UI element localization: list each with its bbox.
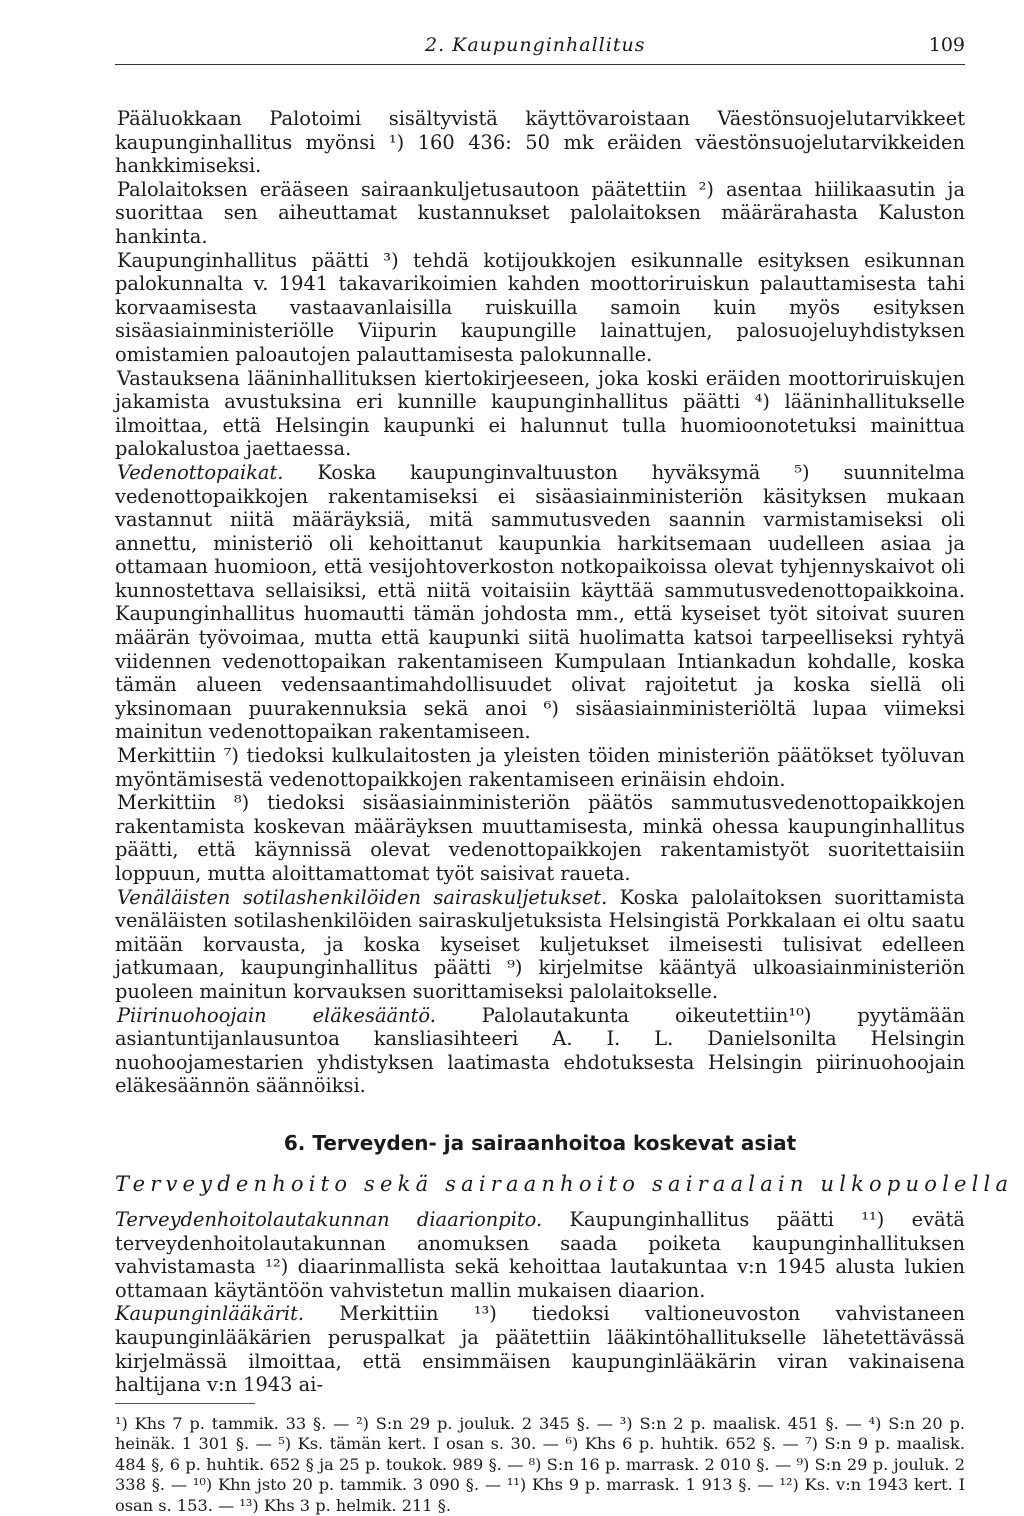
paragraph-laaninhallitus: Vastauksena lääninhallituksen kiertokirjeeseen, joka koski eräiden moottoriruiskujen jakamista avustuksina eri kunnille kaupunginhallitus päätti ⁴) lääninhallitukselle ilmoittaa, että Helsingin kaupunki ei halunnut tulla huomioonotetuksi mainittua palokalustoa jaettaessa. [115,366,965,461]
text-kaupunginlaakarit: Merkittiin ¹³) tiedoksi valtioneuvoston vahvistaneen kaupunginlääkärien peruspalkat ja päätettiin lääkintöhallitukselle lähetettävässä kirjelmässä ilmoittaa, että ensimmäisen kaupunginlääkärin viran vakinaisena haltijana v:n 1943 ai- [115,1302,965,1397]
text-piirinuohoojain: Palolautakunta oikeutettiin¹⁰) pyytämään asiantuntijanlausuntoa kansliasihteeri A. I. L. Danielsonilta Helsingin nuohoojamestarien yhdistyksen laatimasta ehdotuksesta Helsingin piirinuohoojain eläkesäännön säännöiksi. [115,1003,965,1098]
paragraph-piirinuohoojain [115,1004,965,1098]
paragraph-hiilikaasutin: Palolaitoksen erääseen sairaankuljetusautoon päätettiin ²) asentaa hiilikaasutin ja suorittaa sen aiheuttamat kustannukset palolaitoksen määrärahasta Kaluston hankinta. [115,177,965,248]
section-subheading: Terveydenhoito sekä sairaanhoito sairaalain ulkopuolella [115,1171,1014,1196]
text-venalaisten: Koska palolaitoksen suorittamista venäläisten sotilashenkilöiden sairaskuljetuksista Helsingistä Porkkalaan ei oltu saatu mitään korvausta, ja koska kyseiset kuljetukset ilmeisesti tulisivat edelleen jatkumaan, kaupunginhallitus päätti ⁹) kirjelmitse kääntyä ulkoasiainministeriön puoleen mainitun korvauksen suorittamiseksi palolaitokselle. [115,885,965,1003]
paragraph-merkittiin-7: Merkittiin ⁷) tiedoksi kulkulaitosten ja yleisten töiden ministeriön päätökset työluvan myöntämisestä vedenottopaikkojen rakentamiseen erinäisin ehdoin. [115,744,965,791]
paragraph-palotoimi: Pääluokkaan Palotoimi sisältyvistä käyttövaroistaan Väestönsuojelutarvikkeet kaupunginhallitus myönsi ¹) 160 436: 50 mk eräiden väestönsuojelutarvikkeiden hankkimiseksi. [115,107,965,178]
document-page [115,30,1014,1516]
text-vedenottopaikat: Koska kaupunginvaltuuston hyväksymä ⁵) suunnitelma vedenottopaikkojen rakentamiseksi ei sisäasiainministeriön käsityksen mukaan vastannut niitä määräyksiä, mitä sammutusveden saannin varmistamiseksi oli annettu, ministeriö oli kehoittanut kaupunkia harkitsemaan uudelleen asiaa ja ottamaan huomioon, että vesijohtoverkoston notkopaikoissa olevat tyhjennyskaivot oli kunnostettava sellaisiksi, että niitä voitaisiin käyttää sammutusvedenottopaikkoina. Kaupunginhallitus huomautti tämän johdosta mm., että kyseiset työt sitoivat suuren määrän työvoimaa, mutta että kaupunki siitä huolimatta katsoi tarpeelliseksi ryhtyä viidennen vedenottopaikan rakentamiseen Kumpulaan Intiankadun kohdalle, koska tämän alueen vedensaantimahdollisuudet olivat rajoitetut ja koska siellä oli yksinomaan puurakennuksia sekä anoi ⁶) sisäasiainministeriöltä lupaa viimeksi mainitun vedenottopaikan rakentamiseen. [115,460,965,744]
lead-terveydenhoito: Terveydenhoitolautakunnan diaarionpito. [115,1207,543,1231]
footnote-text: ¹) Khs 7 p. tammik. 33 §. — ²) S:n 29 p. jouluk. 2 345 §. — ³) S:n 2 p. maalisk. 451 §. — ⁴) S:n 20 p. heinäk. 1 301 §. — ⁵) Ks. tämän kert. I osan s. 30. — ⁶) Khs 6 p. huhtik. 652 §. — ⁷) S:n 9 p. maalisk. 484 §, 6 p. huhtik. 652 § ja 25 p. toukok. 989 §. — ⁸) S:n 16 p. marrask. 2 010 §. — ⁹) S:n 29 p. jouluk. 2 338 §. — ¹⁰) Khn jsto 20 p. tammik. 3 090 §. — ¹¹) Khs 9 p. marrask. 1 913 §. — ¹²) Ks. v:n 1943 kert. I osan s. 153. — ¹³) Khs 3 p. helmik. 211 §. [115,1413,965,1515]
text-terveydenhoito: Kaupunginhallitus päätti ¹¹) evätä terveydenhoitolautakunnan anomuksen saada poiketa kaupunginhallituksen vahvistamasta ¹²) diaarinmallista sekä kehoittaa lautakuntaa v:n 1945 alusta lukien ottamaan käytäntöön vahvistetun mallin mukaisen diaarion. [115,1207,965,1302]
paragraph-venalaisten [115,886,965,1004]
footnote-divider [115,1403,255,1404]
lead-venalaisten: Venäläisten sotilashenkilöiden sairaskuljetukset. [117,885,608,909]
body-text-section-6 [115,1208,965,1397]
footnotes [115,1414,965,1516]
lead-kaupunginlaakarit: Kaupunginlääkärit. [115,1302,305,1326]
lead-vedenottopaikat: Vedenottopaikat. [117,460,284,484]
body-text [115,107,965,1098]
lead-piirinuohoojain: Piirinuohoojain eläkesääntö. [117,1003,436,1027]
page-number: 109 [928,34,965,56]
paragraph-terveydenhoito [115,1208,965,1302]
header-title: 2. Kaupunginhallitus [425,34,646,56]
running-header [115,30,965,65]
paragraph-vedenottopaikat [115,461,965,744]
paragraph-kotijoukot: Kaupunginhallitus päätti ³) tehdä kotijoukkojen esikunnalle esityksen esikunnan palokunnalta v. 1941 takavarikoimien kahden moottoriruiskun palauttamisesta tahi korvaamisesta vastaavanlaisilla ruiskuilla samoin kuin myös esityksen sisäasiainministeriölle Viipurin kaupungille lainattujen, palosuojeluyhdistyksen omistamien paloautojen palauttamisesta palokunnalle. [115,248,965,366]
paragraph-kaupunginlaakarit [115,1302,965,1396]
section-heading: 6. Terveyden- ja sairaanhoitoa koskevat asiat [283,1130,797,1155]
paragraph-merkittiin-8: Merkittiin ⁸) tiedoksi sisäasiainministeriön päätös sammutusvedenottopaikkojen rakentamista koskevan määräyksen muuttamisesta, minkä ohessa kaupunginhallitus päätti, että käynnissä olevat vedenottopaikkojen rakentamistyöt suoritettaisiin loppuun, mutta aloittamattomat työt saisivat raueta. [115,791,965,885]
